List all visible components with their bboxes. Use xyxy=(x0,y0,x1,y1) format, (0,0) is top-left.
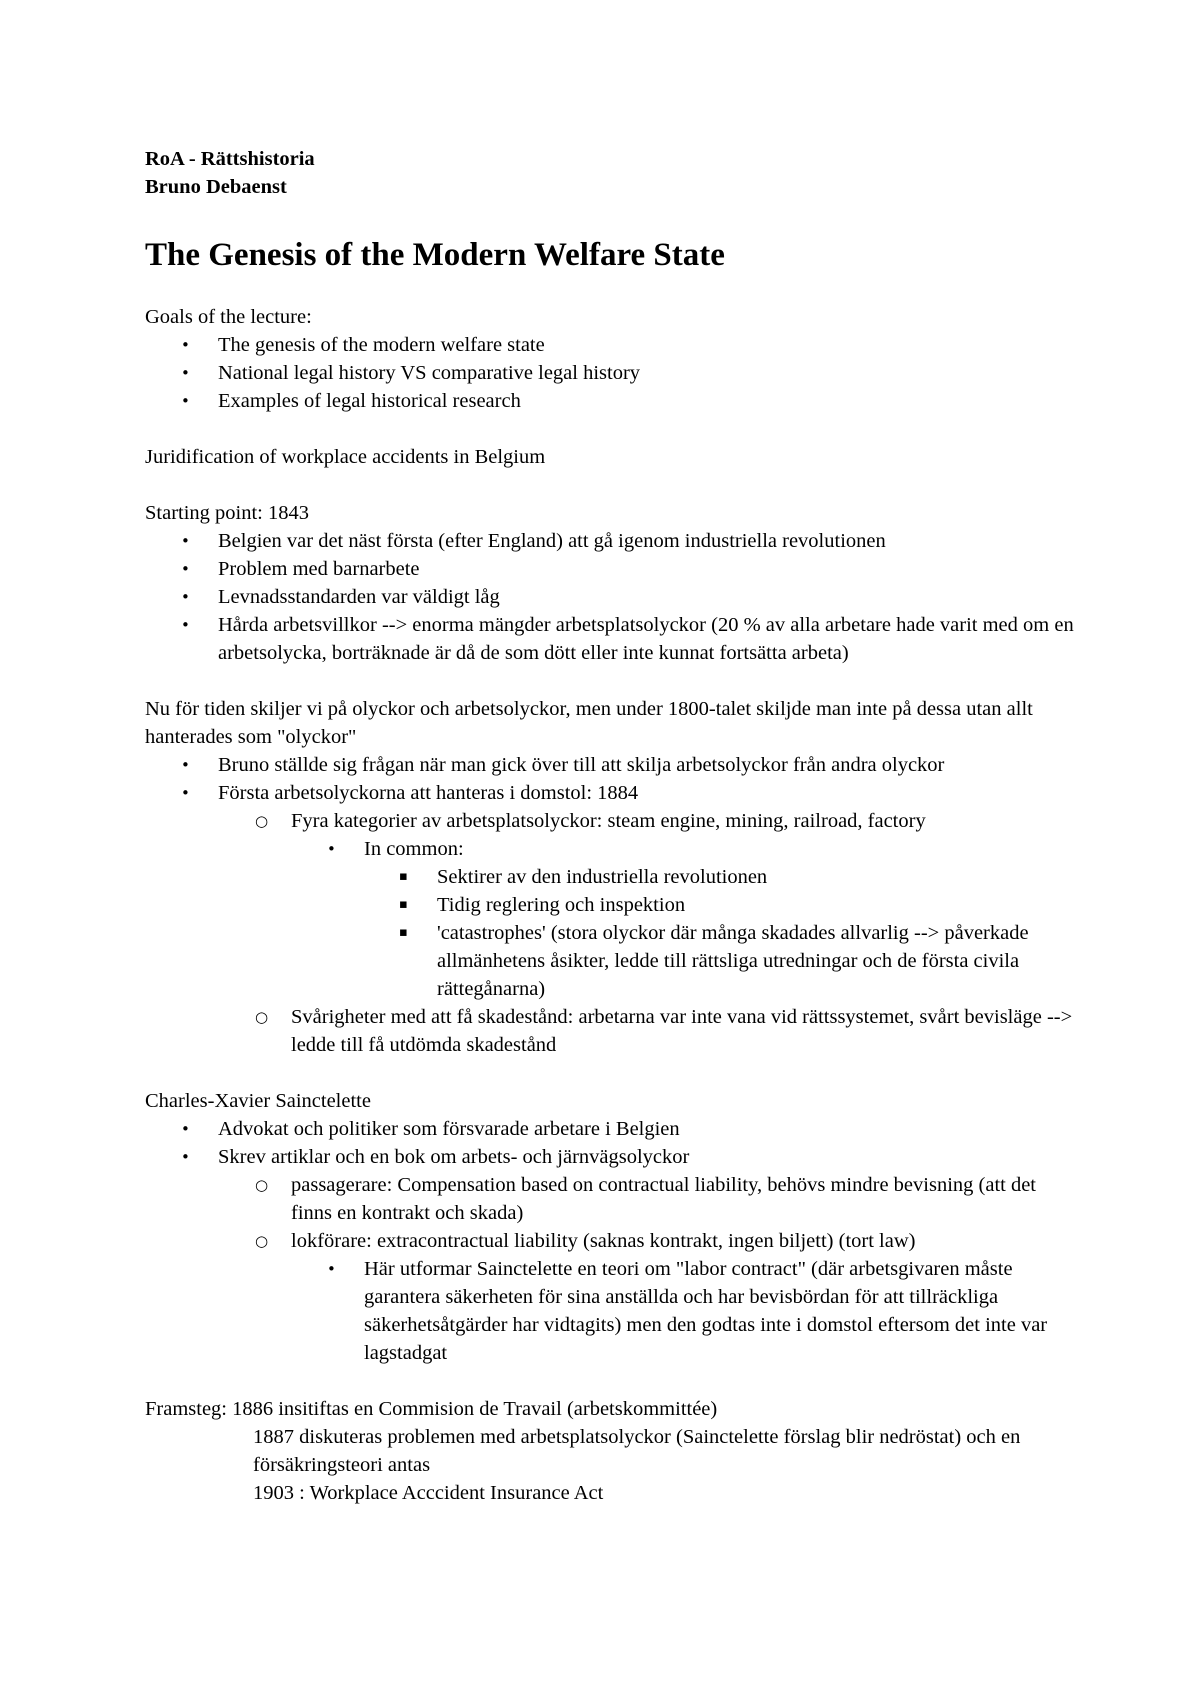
square-bullet-icon: ▪ xyxy=(399,925,408,940)
goals-heading: Goals of the lecture: xyxy=(145,306,312,328)
bullet-icon: • xyxy=(181,1148,190,1166)
starting-section xyxy=(145,499,1075,667)
bullet-icon: • xyxy=(181,756,190,774)
progress-line-2: 1887 diskuteras problemen med arbetsplatsolyckor (Sainctelette förslag blir nedröstat) och en försäkringsteori antas xyxy=(253,1426,1021,1476)
document-content xyxy=(145,145,1075,1507)
square-bullet-icon: ▪ xyxy=(399,869,408,884)
list-item: ○ lokförare: extracontractual liability (saknas kontrakt, ingen biljett) (tort law) xyxy=(145,1227,1075,1255)
sainctelette-list xyxy=(145,1115,1075,1367)
list-item: ○ Svårigheter med att få skadestånd: arbetarna var inte vana vid rättssystemet, svårt bevisläge --> ledde till få utdömda skadestånd xyxy=(145,1003,1075,1059)
list-item: • Bruno ställde sig frågan när man gick över till att skilja arbetsolyckor från andra olyckor xyxy=(145,751,1075,779)
accidents-section xyxy=(145,695,1075,1059)
progress-line-1: Framsteg: 1886 insitiftas en Commision de Travail (arbetskommittée) xyxy=(145,1398,718,1420)
list-item: • Problem med barnarbete xyxy=(145,555,1075,583)
list-item: • Examples of legal historical research xyxy=(145,387,1075,415)
starting-heading: Starting point: 1843 xyxy=(145,502,309,524)
list-item: ▪ Tidig reglering och inspektion xyxy=(145,891,1075,919)
sainctelette-heading: Charles-Xavier Sainctelette xyxy=(145,1090,371,1112)
bullet-icon: • xyxy=(181,784,190,802)
list-item: • In common: xyxy=(145,835,1075,863)
list-item: • Levnadsstandarden var väldigt låg xyxy=(145,583,1075,611)
bullet-icon: • xyxy=(181,588,190,606)
course-name: RoA - Rättshistoria xyxy=(145,148,315,170)
accidents-list xyxy=(145,751,1075,1059)
progress-line-3: 1903 : Workplace Acccident Insurance Act xyxy=(253,1482,604,1504)
bullet-icon: • xyxy=(327,1260,336,1278)
bullet-icon: • xyxy=(181,616,190,634)
list-item: • Första arbetsolyckorna att hanteras i domstol: 1884 xyxy=(145,779,1075,807)
list-item: • Skrev artiklar och en bok om arbets- och järnvägsolyckor xyxy=(145,1143,1075,1171)
bullet-icon: • xyxy=(181,392,190,410)
bullet-icon: • xyxy=(181,532,190,550)
list-item: • Hårda arbetsvillkor --> enorma mängder arbetsplatsolyckor (20 % av alla arbetare hade varit med om en arbetsolycka, borträknade är då de som dött eller inte kunnat fortsätta arbeta) xyxy=(145,611,1075,667)
goals-section xyxy=(145,303,1075,415)
list-item: • National legal history VS comparative legal history xyxy=(145,359,1075,387)
bullet-icon: • xyxy=(327,840,336,858)
progress-section xyxy=(145,1395,1075,1507)
list-item: • Advokat och politiker som försvarade arbetare i Belgien xyxy=(145,1115,1075,1143)
circle-bullet-icon: ○ xyxy=(255,812,269,830)
circle-bullet-icon: ○ xyxy=(255,1008,269,1026)
bullet-icon: • xyxy=(181,336,190,354)
list-item: • The genesis of the modern welfare state xyxy=(145,331,1075,359)
circle-bullet-icon: ○ xyxy=(255,1232,269,1250)
bullet-icon: • xyxy=(181,364,190,382)
list-item: ○ Fyra kategorier av arbetsplatsolyckor: steam engine, mining, railroad, factory xyxy=(145,807,1075,835)
list-item: ○ passagerare: Compensation based on contractual liability, behövs mindre bevisning (att det finns en kontrakt och skada) xyxy=(145,1171,1075,1227)
list-item: ▪ 'catastrophes' (stora olyckor där många skadades allvarlig --> påverkade allmänhetens åsikter, ledde till rättsliga utredningar och de första civila rättegånarna) xyxy=(145,919,1075,1003)
lecturer-name: Bruno Debaenst xyxy=(145,176,287,198)
starting-list xyxy=(145,527,1075,667)
list-item: ▪ Sektirer av den industriella revolutionen xyxy=(145,863,1075,891)
bullet-icon: • xyxy=(181,1120,190,1138)
goals-list xyxy=(145,331,1075,415)
square-bullet-icon: ▪ xyxy=(399,897,408,912)
topic-heading: Juridification of workplace accidents in Belgium xyxy=(145,446,546,468)
sainctelette-section xyxy=(145,1087,1075,1367)
circle-bullet-icon: ○ xyxy=(255,1176,269,1194)
accidents-intro: Nu för tiden skiljer vi på olyckor och arbetsolyckor, men under 1800-talet skiljde man inte på dessa utan allt hanterades som "olyckor" xyxy=(145,698,1033,748)
bullet-icon: • xyxy=(181,560,190,578)
list-item: • Här utformar Sainctelette en teori om "labor contract" (där arbetsgivaren måste garantera säkerheten för sina anställda och har bevisbördan för att tillräckliga säkerhetsåtgärder har vidtagits) men den godtas inte i domstol eftersom det inte var lagstadgat xyxy=(145,1255,1075,1367)
list-item: • Belgien var det näst första (efter England) att gå igenom industriella revolutionen xyxy=(145,527,1075,555)
page-title: The Genesis of the Modern Welfare State xyxy=(145,237,725,273)
